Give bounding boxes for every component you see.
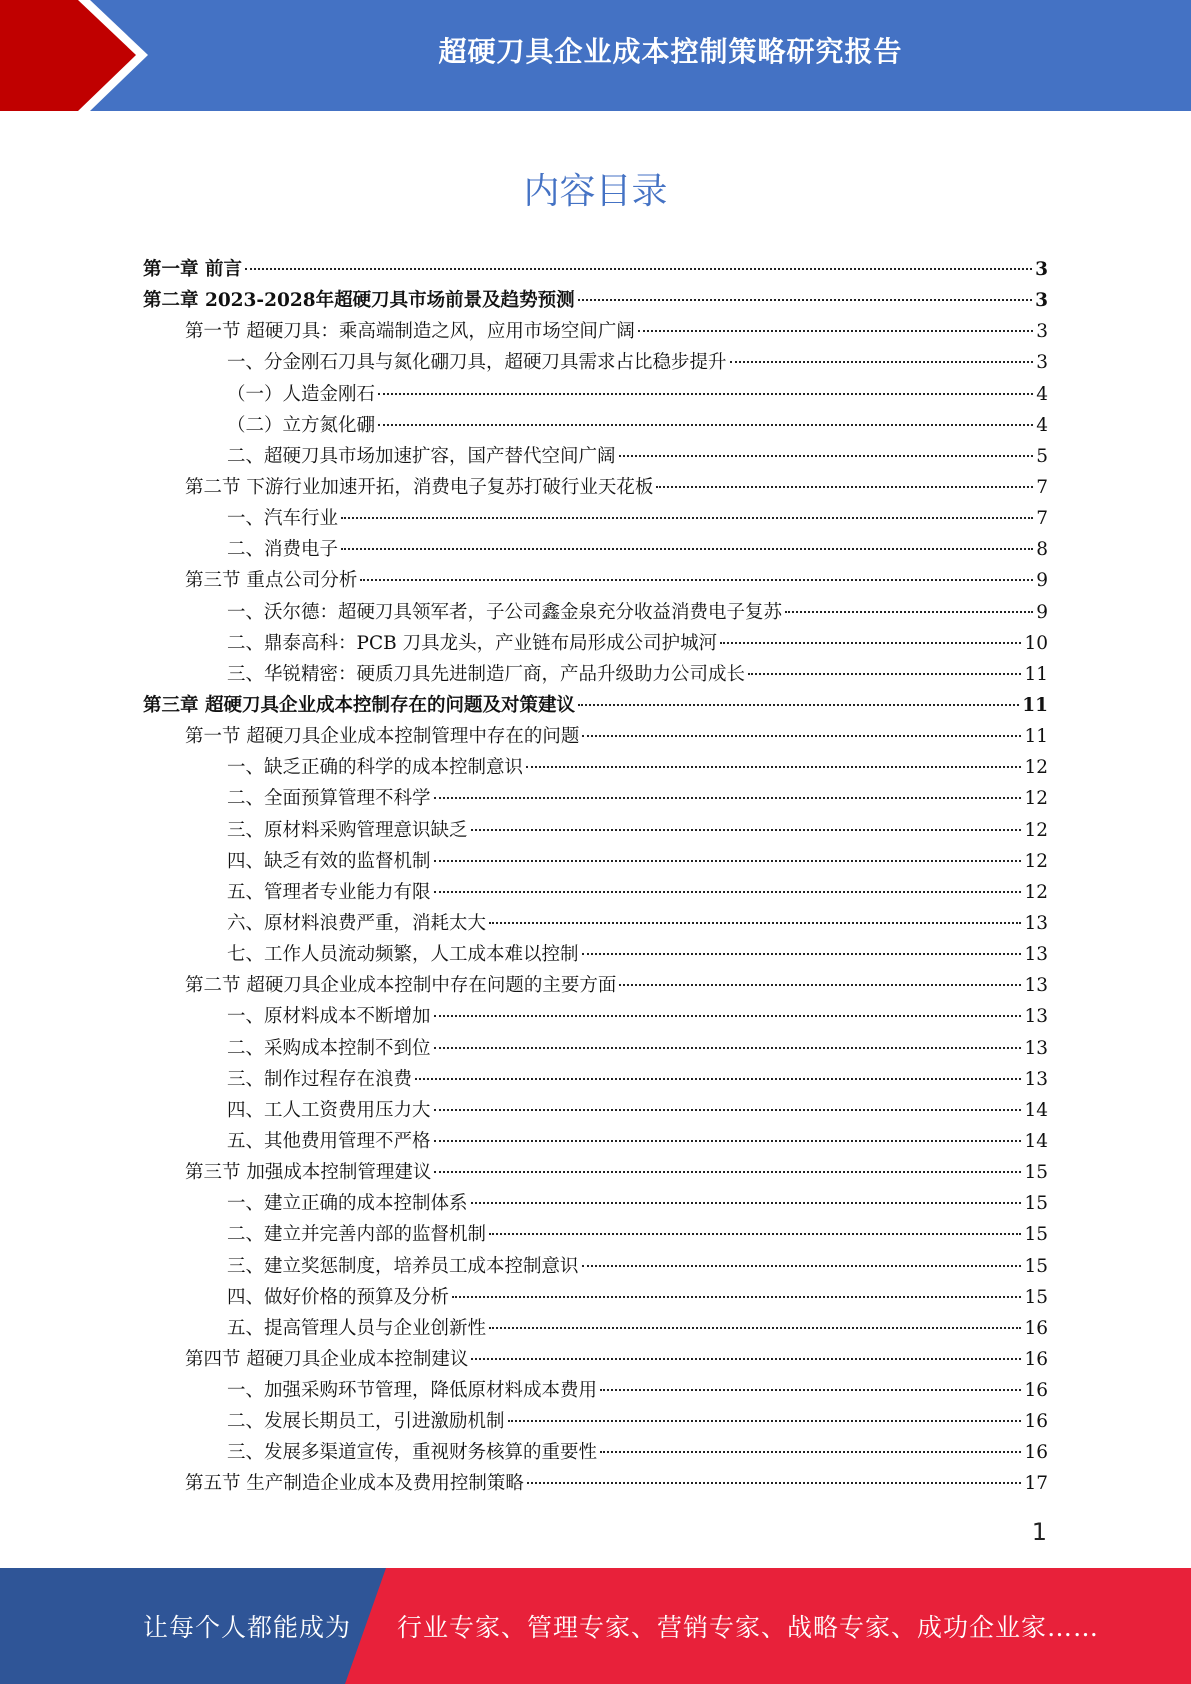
toc-entry-page: 13	[1024, 944, 1048, 966]
toc-dot-leader	[527, 1482, 1022, 1484]
toc-entry[interactable]	[143, 254, 1048, 285]
page-number: 1	[1031, 1518, 1047, 1546]
toc-entry-page: 15	[1024, 1255, 1048, 1277]
toc-entry-title: 二、发展长期员工，引进激励机制	[227, 1411, 505, 1433]
toc-dot-leader	[434, 1047, 1022, 1049]
toc-entry[interactable]	[143, 815, 1048, 846]
toc-dot-leader	[600, 1451, 1021, 1453]
toc-entry-title: 二、建立并完善内部的监督机制	[227, 1224, 487, 1246]
toc-dot-leader	[471, 829, 1022, 831]
toc-entry-page: 14	[1024, 1099, 1048, 1121]
toc-entry-page: 16	[1024, 1380, 1048, 1402]
toc-entry-title: 三、制作过程存在浪费	[227, 1068, 413, 1090]
toc-entry-page: 12	[1024, 881, 1048, 903]
toc-entry-title: 五、其他费用管理不严格	[227, 1130, 431, 1152]
toc-entry-page: 7	[1036, 476, 1048, 498]
toc-entry-title: 五、提高管理人员与企业创新性	[227, 1317, 487, 1339]
toc-entry-page: 15	[1024, 1162, 1048, 1184]
report-title: 超硬刀具企业成本控制策略研究报告	[438, 35, 903, 68]
toc-entry-page: 15	[1024, 1224, 1048, 1246]
toc-entry-title: 第二节 超硬刀具企业成本控制中存在问题的主要方面	[185, 975, 617, 997]
toc-entry-title: 一、缺乏正确的科学的成本控制意识	[227, 757, 524, 779]
toc-dot-leader	[434, 1171, 1021, 1173]
toc-entry[interactable]	[143, 1251, 1048, 1282]
toc-entry[interactable]	[143, 503, 1048, 534]
toc-entry-page: 10	[1024, 632, 1048, 654]
toc-entry-title: 二、消费电子	[227, 539, 339, 561]
toc-dot-leader	[378, 393, 1033, 395]
toc-entry-title: 三、发展多渠道宣传，重视财务核算的重要性	[227, 1442, 598, 1464]
toc-entry[interactable]	[143, 690, 1048, 721]
toc-entry-page: 5	[1036, 445, 1048, 467]
toc-entry[interactable]	[143, 1313, 1048, 1344]
toc-entry-page: 13	[1024, 975, 1048, 997]
toc-entry[interactable]	[143, 752, 1048, 783]
toc-entry-page: 16	[1024, 1411, 1048, 1433]
toc-entry-title: 一、建立正确的成本控制体系	[227, 1193, 468, 1215]
toc-entry[interactable]	[143, 597, 1048, 628]
toc-dot-leader	[434, 1140, 1022, 1142]
toc-entry-title: 五、管理者专业能力有限	[227, 881, 431, 903]
toc-entry-page: 11	[1022, 694, 1048, 716]
toc-entry[interactable]	[143, 1437, 1048, 1468]
toc-entry-page: 8	[1036, 539, 1048, 561]
toc-entry-title: （二）立方氮化硼	[227, 414, 376, 436]
toc-entry-page: 12	[1024, 757, 1048, 779]
toc-entry-page: 16	[1024, 1317, 1048, 1339]
toc-entry[interactable]	[143, 472, 1048, 503]
toc-entry[interactable]	[143, 908, 1048, 939]
toc-entry[interactable]	[143, 1001, 1048, 1032]
toc-entry-page: 3	[1036, 352, 1048, 374]
toc-entry-page: 12	[1024, 788, 1048, 810]
toc-dot-leader	[452, 1296, 1021, 1298]
toc-entry-title: 三、华锐精密：硬质刀具先进制造厂商，产品升级助力公司成长	[227, 663, 746, 685]
table-of-contents	[143, 254, 1048, 1500]
toc-entry-title: 第一节 超硬刀具：乘高端制造之风，应用市场空间广阔	[185, 321, 635, 343]
toc-entry-title: 三、原材料采购管理意识缺乏	[227, 819, 468, 841]
toc-entry[interactable]	[143, 534, 1048, 565]
toc-dot-leader	[471, 1202, 1022, 1204]
toc-entry-title: 三、建立奖惩制度，培养员工成本控制意识	[227, 1255, 579, 1277]
toc-dot-leader	[638, 330, 1033, 332]
footer-slogan-left: 让每个人都能成为	[143, 1613, 352, 1642]
toc-entry[interactable]	[143, 1064, 1048, 1095]
toc-entry-page: 9	[1036, 570, 1048, 592]
toc-entry-title: 七、工作人员流动频繁，人工成本难以控制	[227, 944, 579, 966]
toc-dot-leader	[434, 797, 1022, 799]
toc-entry-page: 13	[1024, 1037, 1048, 1059]
toc-entry[interactable]	[143, 1406, 1048, 1437]
toc-entry-page: 15	[1024, 1193, 1048, 1215]
toc-dot-leader	[720, 642, 1021, 644]
toc-dot-leader	[360, 579, 1033, 581]
toc-dot-leader	[508, 1420, 1022, 1422]
toc-entry[interactable]	[143, 347, 1048, 378]
toc-dot-leader	[341, 548, 1033, 550]
toc-entry-page: 9	[1036, 601, 1048, 623]
toc-entry-title: 第一节 超硬刀具企业成本控制管理中存在的问题	[185, 726, 580, 748]
toc-dot-leader	[434, 891, 1022, 893]
toc-dot-leader	[578, 299, 1033, 301]
toc-entry[interactable]	[143, 1282, 1048, 1313]
toc-entry-page: 11	[1024, 663, 1048, 685]
toc-entry-page: 11	[1024, 726, 1048, 748]
toc-entry[interactable]	[143, 1095, 1048, 1126]
toc-entry-title: 四、缺乏有效的监督机制	[227, 850, 431, 872]
toc-entry[interactable]	[143, 1188, 1048, 1219]
toc-dot-leader	[434, 1109, 1022, 1111]
toc-entry[interactable]	[143, 1033, 1048, 1064]
toc-entry-title: 第二章 2023-2028年超硬刀具市场前景及趋势预测	[143, 290, 575, 312]
toc-entry[interactable]	[143, 379, 1048, 410]
header-arrow-decoration	[0, 0, 160, 111]
toc-entry[interactable]	[143, 628, 1048, 659]
toc-entry-page: 3	[1035, 290, 1048, 312]
toc-entry-title: 二、超硬刀具市场加速扩容，国产替代空间广阔	[227, 445, 616, 467]
toc-entry[interactable]	[143, 659, 1048, 690]
toc-entry[interactable]	[143, 1468, 1048, 1499]
toc-entry[interactable]	[143, 1157, 1048, 1188]
toc-entry[interactable]	[143, 1219, 1048, 1250]
toc-entry[interactable]	[143, 721, 1048, 752]
toc-dot-leader	[245, 268, 1032, 270]
toc-dot-leader	[578, 704, 1019, 706]
toc-entry-page: 12	[1024, 819, 1048, 841]
toc-entry[interactable]	[143, 285, 1048, 316]
toc-entry[interactable]	[143, 1375, 1048, 1406]
footer-banner	[0, 1568, 1191, 1684]
toc-entry[interactable]	[143, 565, 1048, 596]
toc-entry[interactable]	[143, 939, 1048, 970]
toc-heading: 内容目录	[523, 171, 668, 212]
toc-entry-title: 第一章 前言	[143, 259, 242, 280]
toc-entry-title: 一、沃尔德：超硬刀具领军者，子公司鑫金泉充分收益消费电子复苏	[227, 601, 783, 623]
footer-slogan-right: 行业专家、管理专家、营销专家、战略专家、成功企业家……	[397, 1613, 1100, 1642]
toc-entry-page: 12	[1024, 850, 1048, 872]
header-banner	[0, 0, 1191, 111]
toc-entry-title: 二、采购成本控制不到位	[227, 1037, 431, 1059]
toc-dot-leader	[619, 984, 1021, 986]
toc-entry-title: 二、全面预算管理不科学	[227, 788, 431, 810]
toc-dot-leader	[526, 766, 1021, 768]
toc-entry[interactable]	[143, 846, 1048, 877]
toc-dot-leader	[582, 735, 1021, 737]
toc-entry-page: 15	[1024, 1286, 1048, 1308]
toc-entry-page: 17	[1024, 1473, 1048, 1495]
toc-entry-title: （一）人造金刚石	[227, 383, 376, 405]
toc-entry-title: 四、做好价格的预算及分析	[227, 1286, 450, 1308]
toc-dot-leader	[341, 517, 1033, 519]
toc-entry-page: 3	[1036, 321, 1048, 343]
toc-entry-page: 13	[1024, 912, 1048, 934]
toc-entry-page: 13	[1024, 1006, 1048, 1028]
toc-entry-title: 四、工人工资费用压力大	[227, 1099, 431, 1121]
toc-dot-leader	[656, 486, 1033, 488]
toc-dot-leader	[489, 1233, 1021, 1235]
toc-entry-page: 4	[1036, 414, 1048, 436]
toc-dot-leader	[785, 611, 1033, 613]
toc-entry-title: 二、鼎泰高科：PCB 刀具龙头，产业链布局形成公司护城河	[227, 632, 718, 654]
toc-entry[interactable]	[143, 410, 1048, 441]
toc-dot-leader	[582, 953, 1022, 955]
toc-entry[interactable]	[143, 1344, 1048, 1375]
toc-entry-title: 一、分金刚石刀具与氮化硼刀具，超硬刀具需求占比稳步提升	[227, 352, 727, 374]
toc-entry-page: 14	[1024, 1130, 1048, 1152]
toc-dot-leader	[600, 1389, 1021, 1391]
toc-entry[interactable]	[143, 783, 1048, 814]
toc-entry-page: 13	[1024, 1068, 1048, 1090]
toc-entry[interactable]	[143, 1126, 1048, 1157]
toc-dot-leader	[748, 673, 1021, 675]
toc-dot-leader	[434, 860, 1022, 862]
toc-entry[interactable]	[143, 970, 1048, 1001]
toc-entry-title: 第五节 生产制造企业成本及费用控制策略	[185, 1473, 524, 1495]
toc-entry-title: 一、原材料成本不断增加	[227, 1006, 431, 1028]
toc-entry-title: 第三节 加强成本控制管理建议	[185, 1162, 432, 1184]
toc-dot-leader	[489, 922, 1021, 924]
toc-entry-title: 六、原材料浪费严重，消耗太大	[227, 912, 487, 934]
toc-dot-leader	[415, 1078, 1021, 1080]
toc-dot-leader	[582, 1265, 1022, 1267]
toc-entry-page: 16	[1024, 1348, 1048, 1370]
toc-entry[interactable]	[143, 877, 1048, 908]
toc-dot-leader	[619, 455, 1034, 457]
toc-entry-title: 第二节 下游行业加速开拓，消费电子复苏打破行业天花板	[185, 476, 654, 498]
toc-dot-leader	[489, 1327, 1021, 1329]
toc-entry-title: 第三节 重点公司分析	[185, 570, 358, 592]
toc-entry-title: 一、汽车行业	[227, 508, 339, 530]
toc-dot-leader	[378, 424, 1033, 426]
toc-entry-page: 3	[1035, 259, 1048, 280]
toc-entry-title: 第四节 超硬刀具企业成本控制建议	[185, 1348, 469, 1370]
toc-entry-page: 16	[1024, 1442, 1048, 1464]
toc-dot-leader	[471, 1358, 1021, 1360]
toc-dot-leader	[730, 361, 1034, 363]
toc-dot-leader	[434, 1015, 1022, 1017]
toc-entry[interactable]	[143, 441, 1048, 472]
toc-entry-page: 7	[1036, 508, 1048, 530]
toc-entry-page: 4	[1036, 383, 1048, 405]
toc-entry-title: 一、加强采购环节管理，降低原材料成本费用	[227, 1380, 598, 1402]
toc-entry-title: 第三章 超硬刀具企业成本控制存在的问题及对策建议	[143, 694, 575, 716]
toc-entry[interactable]	[143, 316, 1048, 347]
